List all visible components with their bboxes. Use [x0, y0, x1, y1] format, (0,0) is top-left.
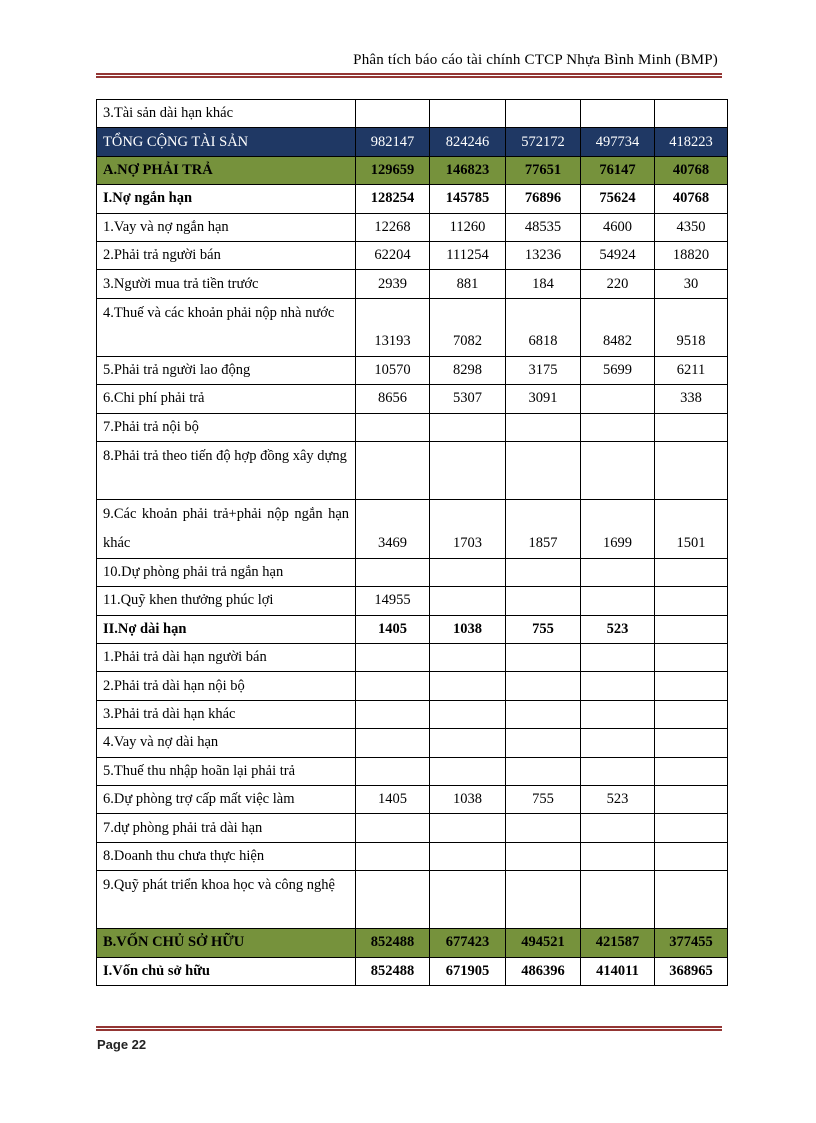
value-cell — [356, 757, 430, 785]
value-cell: 755 — [506, 786, 581, 814]
value-cell: 6211 — [655, 356, 728, 384]
value-cell: 54924 — [581, 241, 655, 269]
value-cell: 418223 — [655, 128, 728, 156]
value-cell — [356, 644, 430, 672]
value-cell — [581, 385, 655, 413]
value-cell: 523 — [581, 615, 655, 643]
value-cell — [581, 441, 655, 499]
value-cell — [430, 757, 506, 785]
value-cell — [356, 558, 430, 586]
value-cell: 982147 — [356, 128, 430, 156]
row-label: II.Nợ dài hạn — [97, 615, 356, 643]
table-row — [97, 413, 728, 441]
row-label: 11.Quỹ khen thưởng phúc lợi — [97, 587, 356, 615]
value-cell — [430, 413, 506, 441]
row-label: 3.Người mua trả tiền trước — [97, 270, 356, 298]
table-row — [97, 700, 728, 728]
value-cell: 4600 — [581, 213, 655, 241]
table-row — [97, 558, 728, 586]
value-cell: 677423 — [430, 929, 506, 957]
value-cell — [506, 100, 581, 128]
value-cell: 824246 — [430, 128, 506, 156]
value-cell — [356, 729, 430, 757]
row-label: 4.Vay và nợ dài hạn — [97, 729, 356, 757]
value-cell: 3091 — [506, 385, 581, 413]
value-cell — [356, 842, 430, 870]
value-cell: 671905 — [430, 957, 506, 985]
value-cell — [430, 100, 506, 128]
value-cell — [430, 587, 506, 615]
value-cell — [430, 842, 506, 870]
value-cell — [356, 700, 430, 728]
value-cell: 48535 — [506, 213, 581, 241]
value-cell — [581, 871, 655, 929]
value-cell: 1501 — [655, 499, 728, 558]
value-cell: 1038 — [430, 615, 506, 643]
value-cell: 3469 — [356, 499, 430, 558]
value-cell: 414011 — [581, 957, 655, 985]
value-cell — [430, 700, 506, 728]
value-cell: 881 — [430, 270, 506, 298]
value-cell — [506, 413, 581, 441]
footer-rule — [96, 1026, 722, 1031]
value-cell: 486396 — [506, 957, 581, 985]
value-cell — [506, 842, 581, 870]
value-cell — [655, 871, 728, 929]
value-cell — [356, 441, 430, 499]
row-label: 4.Thuế và các khoản phải nộp nhà nước — [97, 298, 356, 356]
table-row — [97, 587, 728, 615]
value-cell: 18820 — [655, 241, 728, 269]
row-label: B.VỐN CHỦ SỞ HỮU — [97, 929, 356, 957]
value-cell — [581, 413, 655, 441]
value-cell: 1699 — [581, 499, 655, 558]
value-cell: 30 — [655, 270, 728, 298]
row-label: 3.Phải trả dài hạn khác — [97, 700, 356, 728]
table-row — [97, 156, 728, 184]
row-label: I.Nợ ngắn hạn — [97, 185, 356, 213]
table-row — [97, 241, 728, 269]
value-cell — [581, 100, 655, 128]
value-cell: 852488 — [356, 957, 430, 985]
value-cell — [506, 558, 581, 586]
table-row — [97, 929, 728, 957]
value-cell: 10570 — [356, 356, 430, 384]
row-label: 8.Phải trả theo tiến độ hợp đồng xây dựng — [97, 441, 356, 499]
value-cell: 220 — [581, 270, 655, 298]
header-rule — [96, 73, 722, 78]
row-label: 1.Vay và nợ ngắn hạn — [97, 213, 356, 241]
value-cell: 3175 — [506, 356, 581, 384]
value-cell: 111254 — [430, 241, 506, 269]
value-cell: 12268 — [356, 213, 430, 241]
row-label: 2.Phải trả người bán — [97, 241, 356, 269]
value-cell: 2939 — [356, 270, 430, 298]
row-label: 8.Doanh thu chưa thực hiện — [97, 842, 356, 870]
table-row — [97, 100, 728, 128]
row-label: 7.Phải trả nội bộ — [97, 413, 356, 441]
value-cell: 1405 — [356, 786, 430, 814]
value-cell — [655, 814, 728, 842]
value-cell — [655, 587, 728, 615]
value-cell — [430, 814, 506, 842]
table-row — [97, 814, 728, 842]
value-cell — [581, 672, 655, 700]
row-label: 5.Phải trả người lao động — [97, 356, 356, 384]
table-row — [97, 128, 728, 156]
value-cell — [430, 871, 506, 929]
value-cell: 377455 — [655, 929, 728, 957]
value-cell: 6818 — [506, 298, 581, 356]
value-cell: 5699 — [581, 356, 655, 384]
value-cell — [581, 814, 655, 842]
table-row — [97, 213, 728, 241]
value-cell: 13236 — [506, 241, 581, 269]
value-cell: 11260 — [430, 213, 506, 241]
value-cell — [655, 700, 728, 728]
value-cell — [655, 757, 728, 785]
value-cell — [655, 786, 728, 814]
table-row — [97, 757, 728, 785]
value-cell — [655, 672, 728, 700]
table-row — [97, 644, 728, 672]
table-row — [97, 298, 728, 356]
row-label: 6.Chi phí phải trả — [97, 385, 356, 413]
value-cell — [655, 413, 728, 441]
value-cell — [655, 441, 728, 499]
value-cell: 76147 — [581, 156, 655, 184]
value-cell — [655, 100, 728, 128]
value-cell: 8482 — [581, 298, 655, 356]
value-cell: 572172 — [506, 128, 581, 156]
value-cell — [506, 441, 581, 499]
value-cell: 8298 — [430, 356, 506, 384]
row-label: TỔNG CỘNG TÀI SẢN — [97, 128, 356, 156]
row-label: 9.Quỹ phát triển khoa học và công nghệ — [97, 871, 356, 929]
value-cell — [655, 644, 728, 672]
value-cell — [356, 672, 430, 700]
value-cell — [356, 413, 430, 441]
row-label: 7.dự phòng phải trả dài hạn — [97, 814, 356, 842]
value-cell: 129659 — [356, 156, 430, 184]
value-cell: 7082 — [430, 298, 506, 356]
value-cell: 13193 — [356, 298, 430, 356]
row-label: A.NỢ PHẢI TRẢ — [97, 156, 356, 184]
value-cell — [655, 558, 728, 586]
table-row — [97, 615, 728, 643]
value-cell: 146823 — [430, 156, 506, 184]
row-label: 10.Dự phòng phải trả ngắn hạn — [97, 558, 356, 586]
value-cell — [655, 729, 728, 757]
table-row — [97, 842, 728, 870]
value-cell: 128254 — [356, 185, 430, 213]
table-row — [97, 957, 728, 985]
value-cell: 9518 — [655, 298, 728, 356]
value-cell: 368965 — [655, 957, 728, 985]
table-row — [97, 385, 728, 413]
value-cell — [430, 558, 506, 586]
balance-sheet-table — [96, 99, 728, 986]
row-label: 2.Phải trả dài hạn nội bộ — [97, 672, 356, 700]
value-cell: 75624 — [581, 185, 655, 213]
value-cell: 145785 — [430, 185, 506, 213]
value-cell: 184 — [506, 270, 581, 298]
value-cell: 755 — [506, 615, 581, 643]
value-cell: 40768 — [655, 156, 728, 184]
table-row — [97, 729, 728, 757]
row-label: 9.Các khoản phải trả+phải nộp ngắn hạn khác — [97, 499, 356, 558]
value-cell: 14955 — [356, 587, 430, 615]
value-cell — [581, 558, 655, 586]
value-cell: 852488 — [356, 929, 430, 957]
table-row — [97, 185, 728, 213]
value-cell: 5307 — [430, 385, 506, 413]
table-row — [97, 356, 728, 384]
value-cell — [506, 757, 581, 785]
value-cell: 1405 — [356, 615, 430, 643]
table-row — [97, 672, 728, 700]
value-cell — [356, 814, 430, 842]
value-cell: 494521 — [506, 929, 581, 957]
value-cell — [581, 644, 655, 672]
value-cell — [581, 587, 655, 615]
page-number: Page 22 — [97, 1037, 147, 1052]
value-cell — [655, 842, 728, 870]
value-cell: 1857 — [506, 499, 581, 558]
value-cell — [430, 729, 506, 757]
value-cell: 523 — [581, 786, 655, 814]
value-cell — [655, 615, 728, 643]
value-cell: 77651 — [506, 156, 581, 184]
value-cell — [430, 644, 506, 672]
row-label: I.Vốn chủ sở hữu — [97, 957, 356, 985]
value-cell: 497734 — [581, 128, 655, 156]
value-cell: 338 — [655, 385, 728, 413]
value-cell — [506, 644, 581, 672]
value-cell — [356, 871, 430, 929]
row-label: 1.Phải trả dài hạn người bán — [97, 644, 356, 672]
value-cell — [506, 871, 581, 929]
value-cell — [581, 757, 655, 785]
row-label: 5.Thuế thu nhập hoãn lại phải trả — [97, 757, 356, 785]
value-cell — [506, 672, 581, 700]
value-cell — [506, 587, 581, 615]
value-cell — [356, 100, 430, 128]
value-cell: 1703 — [430, 499, 506, 558]
value-cell: 62204 — [356, 241, 430, 269]
table-row — [97, 871, 728, 929]
row-label: 6.Dự phòng trợ cấp mất việc làm — [97, 786, 356, 814]
value-cell — [430, 441, 506, 499]
table-row — [97, 441, 728, 499]
table-row — [97, 786, 728, 814]
row-label: 3.Tài sản dài hạn khác — [97, 100, 356, 128]
value-cell — [506, 814, 581, 842]
page-header-title: Phân tích báo cáo tài chính CTCP Nhựa Bình Minh (BMP) — [353, 52, 718, 68]
table-row — [97, 499, 728, 558]
value-cell: 40768 — [655, 185, 728, 213]
value-cell: 4350 — [655, 213, 728, 241]
value-cell: 1038 — [430, 786, 506, 814]
value-cell — [506, 700, 581, 728]
value-cell — [430, 672, 506, 700]
value-cell: 421587 — [581, 929, 655, 957]
table-row — [97, 270, 728, 298]
value-cell — [581, 729, 655, 757]
value-cell: 8656 — [356, 385, 430, 413]
value-cell — [581, 842, 655, 870]
value-cell — [506, 729, 581, 757]
value-cell: 76896 — [506, 185, 581, 213]
value-cell — [581, 700, 655, 728]
